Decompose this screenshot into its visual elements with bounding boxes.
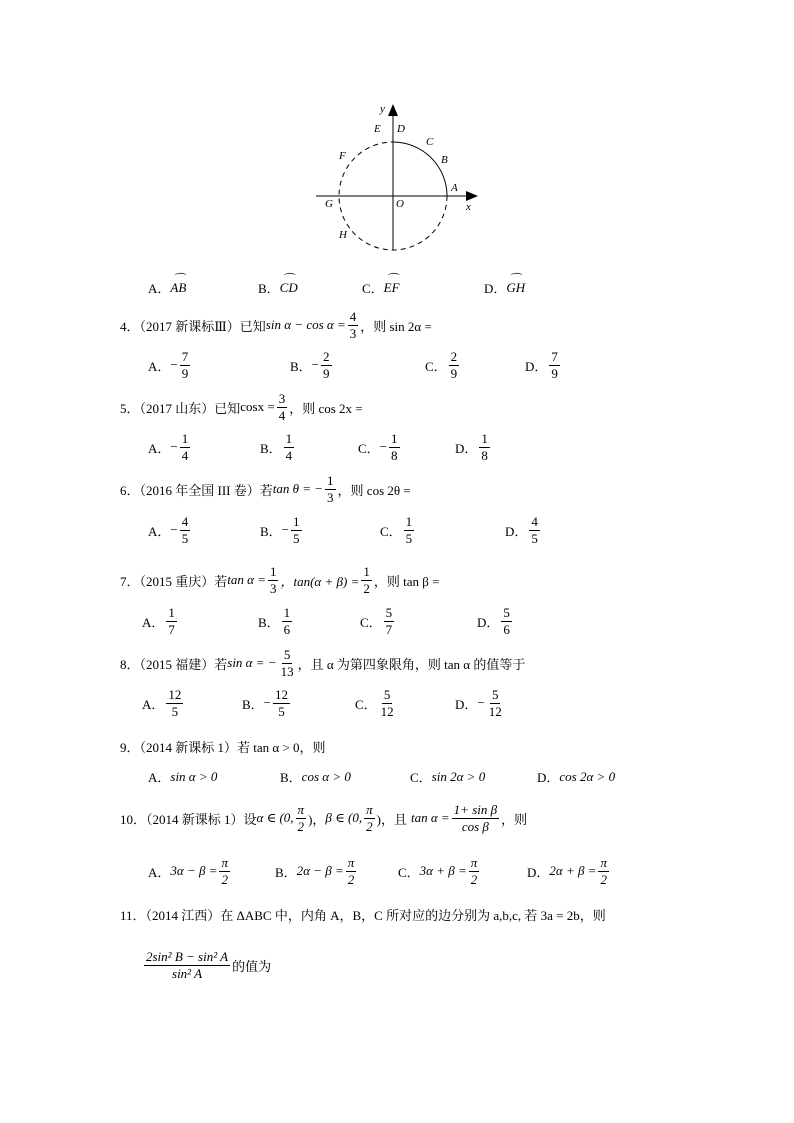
option-expr: 2α − β = xyxy=(296,863,344,879)
label-O: O xyxy=(396,198,404,210)
q9-option-a[interactable] xyxy=(148,767,217,786)
q3-option-b[interactable] xyxy=(258,278,298,297)
fraction: $\frac{1}{8}$ xyxy=(391,431,398,463)
option-label: D． xyxy=(455,440,478,456)
label-E: E xyxy=(374,123,381,135)
q6-option-d[interactable] xyxy=(505,515,542,545)
option-expr: sin 2α > 0 xyxy=(431,768,486,784)
option-label: C． xyxy=(410,770,432,785)
q6-option-a[interactable] xyxy=(148,515,192,545)
stem-text: )， xyxy=(308,811,326,827)
stem-text: ，则 xyxy=(501,811,528,827)
fraction: $\frac{4}{5}$ xyxy=(181,514,189,546)
label-H: H xyxy=(339,229,347,241)
sign: − xyxy=(477,695,485,711)
sign: − xyxy=(170,522,178,538)
stem-expr: sin α − cos α = xyxy=(265,317,346,333)
option-label: D． xyxy=(505,523,528,539)
sign: − xyxy=(170,439,178,455)
q5-option-c[interactable] xyxy=(358,432,402,462)
fraction: $\frac{2}{9}$ xyxy=(450,349,458,381)
q5-option-b[interactable] xyxy=(260,432,296,462)
q10-option-d[interactable] xyxy=(527,856,611,886)
q5-option-d[interactable] xyxy=(455,432,492,462)
q6-option-b[interactable] xyxy=(260,515,304,545)
q8-option-b[interactable] xyxy=(242,688,292,718)
fraction: $\frac{1}{8}$ xyxy=(481,431,488,463)
sign: − xyxy=(379,439,388,455)
q6-stem xyxy=(120,474,411,504)
option-expr: 3α + β = xyxy=(419,863,467,879)
option-label: A． xyxy=(148,281,171,296)
q10-option-b[interactable] xyxy=(275,856,358,886)
option-expr: 3α − β = xyxy=(170,863,218,879)
fraction: $\frac{\pi}{2}$ xyxy=(600,855,607,887)
fraction: $\frac{\pi}{2}$ xyxy=(470,855,478,887)
sign: − xyxy=(281,522,290,538)
stem-expr: tan α = xyxy=(227,572,266,588)
option-label: C． xyxy=(425,358,447,374)
q11-stem xyxy=(120,905,606,924)
q3-option-d[interactable] xyxy=(484,278,525,297)
q6-option-c[interactable] xyxy=(380,515,416,545)
stem-text: 7．（2015 重庆）若 xyxy=(120,573,228,589)
arc-ab: ⌒ AB xyxy=(170,280,186,296)
stem-expr: β ∈ (0, xyxy=(325,810,363,826)
stem-text: 9．（2014 新课标 1）若 tan α > 0，则 xyxy=(120,740,326,755)
q7-option-c[interactable] xyxy=(360,606,396,636)
label-F: F xyxy=(339,150,346,162)
option-label: B． xyxy=(275,864,297,880)
fraction: $\frac{1}{6}$ xyxy=(283,605,291,637)
q9-option-d[interactable] xyxy=(537,767,615,786)
option-label: C． xyxy=(355,696,377,712)
fraction: $\frac{1}{5}$ xyxy=(405,514,413,546)
option-label: A． xyxy=(142,696,165,712)
fraction: $\frac{4}{3}$ xyxy=(349,309,357,341)
stem-text: ，且 α 为第四象限角，则 tan α 的值等于 xyxy=(297,656,526,672)
stem-expr: tan θ = − xyxy=(272,481,324,497)
fraction: $\frac{5}{12}$ xyxy=(380,687,394,719)
fraction: $\frac{1}{3}$ xyxy=(269,564,277,596)
fraction: $\frac{7}{9}$ xyxy=(181,349,189,381)
fraction: $\frac{\pi}{2}$ xyxy=(221,855,228,887)
solid-arc xyxy=(393,142,447,196)
option-label: B． xyxy=(258,281,280,296)
label-D: D xyxy=(397,123,405,135)
stem-expr: ，tan(α + β) = xyxy=(280,573,360,589)
option-label: B． xyxy=(258,614,280,630)
q4-option-a[interactable] xyxy=(148,350,192,380)
fraction: $\frac{5}{12}$ xyxy=(488,687,502,719)
fraction: $\frac{2}{9}$ xyxy=(323,349,330,381)
option-label: C． xyxy=(398,864,420,880)
fraction: $\frac{1}{5}$ xyxy=(293,514,300,546)
option-expr: cos 2α > 0 xyxy=(559,768,616,784)
stem-expr: cosx = xyxy=(240,399,275,415)
label-A: A xyxy=(451,182,458,194)
q10-option-c[interactable] xyxy=(398,856,481,886)
fraction: $\frac{\pi}{2}$ xyxy=(297,802,305,834)
option-label: A． xyxy=(148,358,171,374)
fraction: $\frac{\text{2sin² B − sin² A}}{\text{sin² A}}$ xyxy=(146,949,229,981)
q9-stem xyxy=(120,737,326,756)
option-label: D． xyxy=(525,358,548,374)
stem-text: ，则 cos 2θ = xyxy=(337,482,411,498)
stem-expr: sin α = − xyxy=(227,655,277,671)
q7-option-d[interactable] xyxy=(477,606,514,636)
option-label: B． xyxy=(260,523,282,539)
stem-text: ，则 tan β = xyxy=(373,573,440,589)
stem-expr: α ∈ (0, xyxy=(256,810,294,826)
option-label: A． xyxy=(142,614,165,630)
sign: − xyxy=(311,357,320,373)
q8-option-a[interactable] xyxy=(142,688,185,718)
fraction: $\frac{1}{4}$ xyxy=(285,431,293,463)
stem-text: 4．（2017 新课标Ⅲ）已知 xyxy=(120,318,266,334)
fraction: $\frac{1}{3}$ xyxy=(327,473,334,505)
option-label: C． xyxy=(358,440,380,456)
fraction: $\frac{5}{7}$ xyxy=(385,605,393,637)
q8-stem xyxy=(120,648,525,678)
stem-text: 8．（2015 福建）若 xyxy=(120,656,228,672)
option-label: A． xyxy=(148,440,171,456)
fraction: $\frac{4}{5}$ xyxy=(531,514,538,546)
q8-option-c[interactable] xyxy=(355,688,398,718)
fraction: $\frac{7}{9}$ xyxy=(551,349,558,381)
fraction: $\frac{\pi}{2}$ xyxy=(347,855,355,887)
stem-text: ，则 sin 2α = xyxy=(360,318,432,334)
q7-option-a[interactable] xyxy=(142,606,179,636)
q8-option-d[interactable] xyxy=(455,688,506,718)
label-y: y xyxy=(380,103,385,115)
q4-option-d[interactable] xyxy=(525,350,562,380)
label-B: B xyxy=(441,154,448,166)
fraction: $\frac{\pi}{2}$ xyxy=(366,802,373,834)
option-label: A． xyxy=(148,864,171,880)
option-label: D． xyxy=(484,281,507,296)
q4-option-c[interactable] xyxy=(425,350,461,380)
option-label: D． xyxy=(537,770,560,785)
fraction: $\frac{1}{7}$ xyxy=(168,605,175,637)
stem-text: 6．（2016 年全国 III 卷）若 xyxy=(120,482,273,498)
stem-text: 11．（2014 江西）在 ΔABC 中，内角 A，B，C 所对应的边分别为 a,b,c, 若 3a = 2b，则 xyxy=(120,908,606,923)
q3-option-c[interactable] xyxy=(362,278,400,297)
q10-option-a[interactable] xyxy=(148,856,232,886)
option-label: B． xyxy=(242,696,264,712)
option-expr: sin α > 0 xyxy=(170,768,218,784)
stem-text: )，且 xyxy=(376,811,407,827)
fraction: $\frac{5}{6}$ xyxy=(503,605,510,637)
arc-cd: ⌒ CD xyxy=(280,280,298,296)
option-label: B． xyxy=(260,440,282,456)
option-label: B． xyxy=(290,358,312,374)
unit-circle-figure xyxy=(300,95,500,260)
stem-text: ，则 cos 2x = xyxy=(289,400,363,416)
fraction: $\frac{12}{5}$ xyxy=(275,687,289,719)
arc-gh: ⌒ GH xyxy=(506,280,525,296)
arc-ef: ⌒ EF xyxy=(384,280,400,296)
label-C: C xyxy=(426,136,434,148)
fraction: $\frac{\text{1+ sin β}}{\text{cos β}}$ xyxy=(453,802,498,834)
q9-option-c[interactable] xyxy=(410,767,485,786)
label-x: x xyxy=(466,201,471,213)
q4-stem xyxy=(120,310,432,340)
sign: − xyxy=(263,695,272,711)
option-label: D． xyxy=(527,864,550,880)
label-G: G xyxy=(325,198,333,210)
option-expr: cos α > 0 xyxy=(301,768,351,784)
fraction: $\frac{1}{4}$ xyxy=(181,431,189,463)
q9-option-b[interactable] xyxy=(280,767,351,786)
option-label: A． xyxy=(148,770,171,785)
stem-text: 的值为 xyxy=(232,958,272,974)
q5-stem xyxy=(120,392,363,422)
q4-option-b[interactable] xyxy=(290,350,334,380)
option-label: A． xyxy=(148,523,171,539)
q3-option-a[interactable] xyxy=(148,278,186,297)
option-label: C． xyxy=(362,281,384,296)
stem-expr: tan α = xyxy=(410,810,450,826)
q7-option-b[interactable] xyxy=(258,606,294,636)
stem-text: 10．（2014 新课标 1）设 xyxy=(120,811,257,827)
q7-stem xyxy=(120,565,439,595)
fraction: $\frac{12}{5}$ xyxy=(168,687,182,719)
option-label: C． xyxy=(380,523,402,539)
fraction: $\frac{5}{13}$ xyxy=(280,647,294,679)
option-label: C． xyxy=(360,614,382,630)
q11-expression xyxy=(142,950,271,980)
q10-stem xyxy=(120,803,527,833)
stem-text: 5．（2017 山东）已知 xyxy=(120,400,241,416)
option-label: D． xyxy=(477,614,500,630)
fraction: $\frac{3}{4}$ xyxy=(278,391,286,423)
option-label: D． xyxy=(455,696,478,712)
q5-option-a[interactable] xyxy=(148,432,192,462)
option-expr: 2α + β = xyxy=(549,863,597,879)
sign: − xyxy=(170,357,178,373)
fraction: $\frac{1}{2}$ xyxy=(363,564,370,596)
option-label: B． xyxy=(280,770,302,785)
